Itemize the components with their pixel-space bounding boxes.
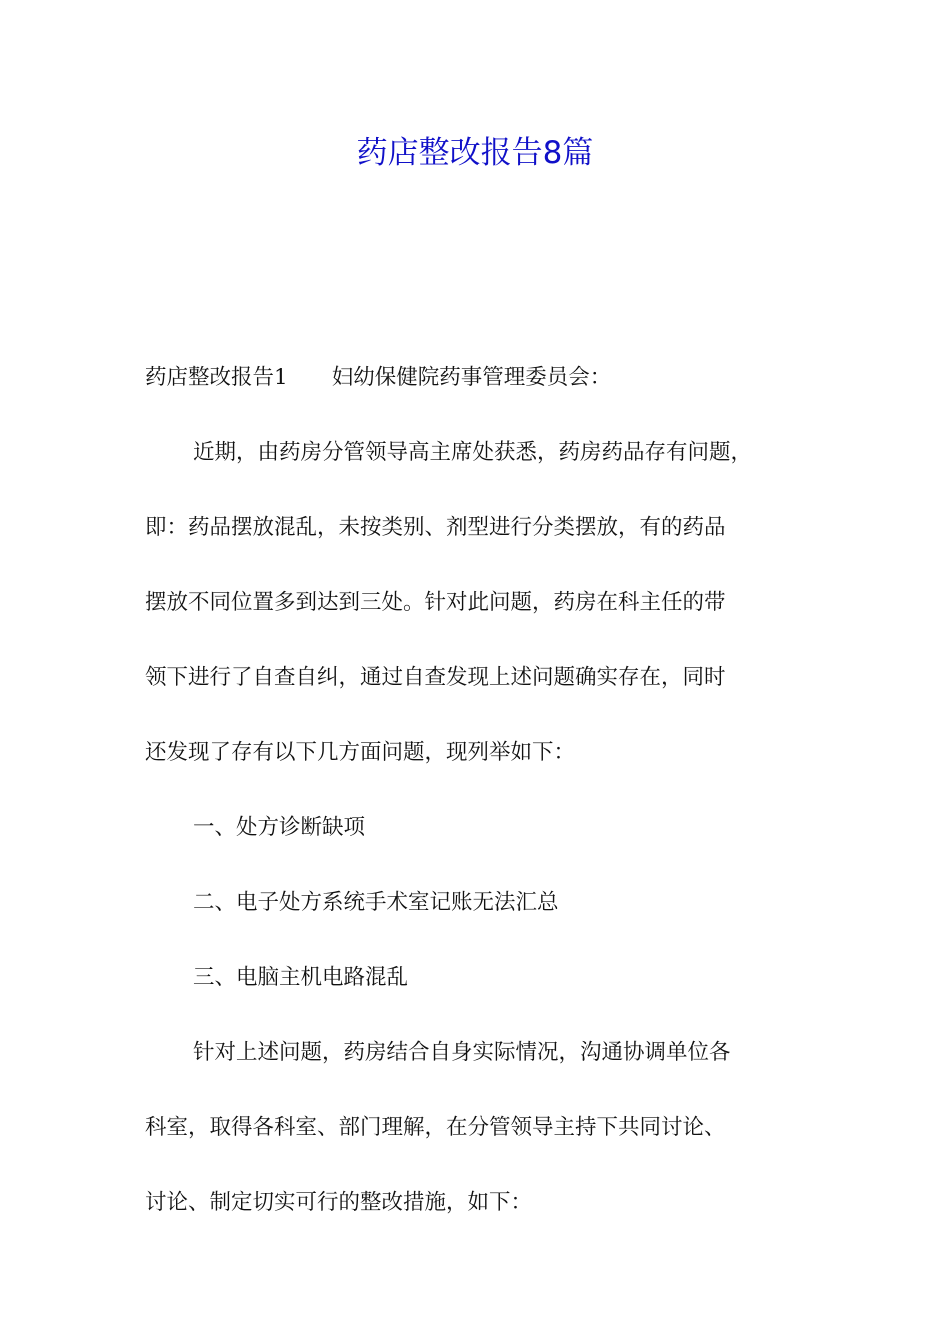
paragraph-line: 领下进行了自查自纠，通过自查发现上述问题确实存在，同时 bbox=[145, 665, 726, 690]
paragraph-line: 近期，由药房分管领导高主席处获悉，药房药品存有问题， bbox=[193, 440, 753, 465]
paragraph-line: 即：药品摆放混乱，未按类别、剂型进行分类摆放，有的药品 bbox=[145, 515, 726, 540]
paragraph-line: 摆放不同位置多到达到三处。针对此问题，药房在科主任的带 bbox=[145, 590, 726, 615]
addressee: 妇幼保健院药事管理委员会： bbox=[331, 365, 612, 390]
report-label: 药店整改报告1 bbox=[145, 365, 288, 390]
intro-line bbox=[145, 340, 810, 415]
list-item: 一、处方诊断缺项 bbox=[193, 815, 366, 840]
paragraph-line: 讨论、制定切实可行的整改措施，如下： bbox=[145, 1190, 533, 1215]
paragraph-line: 还发现了存有以下几方面问题，现列举如下： bbox=[145, 740, 576, 765]
paragraph-line: 科室，取得各科室、部门理解，在分管领导主持下共同讨论、 bbox=[145, 1115, 726, 1140]
list-item: 二、电子处方系统手术室记账无法汇总 bbox=[193, 890, 559, 915]
paragraph-line: 针对上述问题，药房结合自身实际情况，沟通协调单位各 bbox=[193, 1040, 731, 1065]
document-title: 药店整改报告8篇 bbox=[356, 135, 594, 171]
document-body bbox=[145, 340, 810, 1240]
list-item: 三、电脑主机电路混乱 bbox=[193, 965, 409, 990]
